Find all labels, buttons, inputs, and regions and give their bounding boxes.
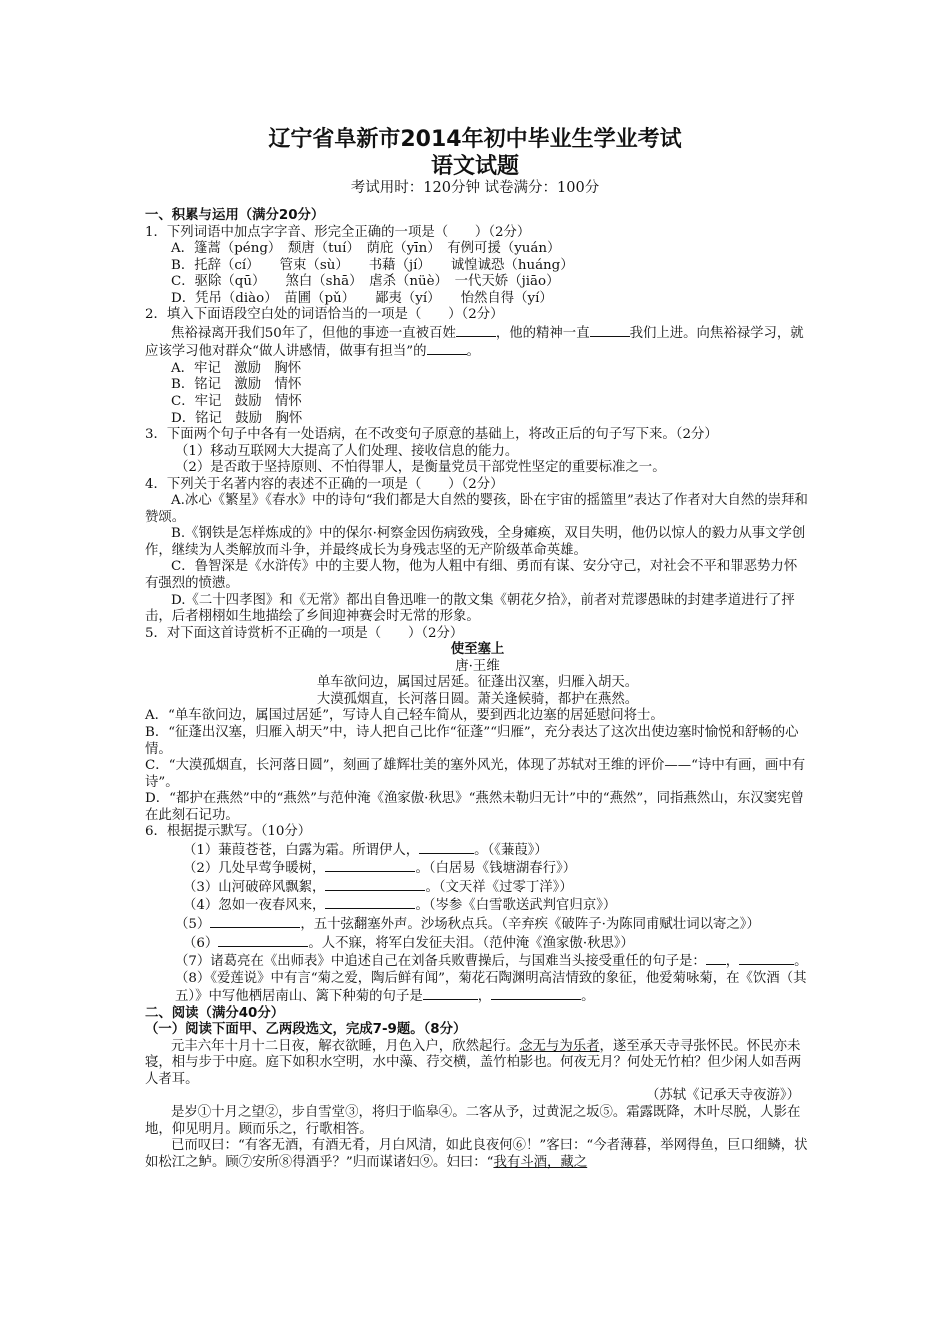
q5-stem: 5．对下面这首诗赏析不正确的一项是（ ）（2分） <box>145 625 464 641</box>
q1-option-a: A．篷蒿（péng） 颓唐（tuí） 荫庇（yīn） 有例可援（yuán） <box>171 241 561 257</box>
q6-item-5: （5） ，五十弦翻塞外声。沙场秋点兵。（辛弃疾《破阵子·为陈同甫赋壮词以寄之》） <box>175 916 760 932</box>
q5-option-d: D．“都护在燕然”中的“燕然”与范仲淹《渔家傲·秋思》“燕然未勒归无计”中的“燕然”，同指燕然山，东汉窦宪曾在此刻石记功。 <box>145 791 804 823</box>
q1-option-c: C．驱除（qū） 煞白（shā） 虐杀（nüè） 一代天娇（jiāo） <box>171 274 560 290</box>
q6-item-2: （2）几处早莺争暖树， 。（白居易《钱塘湖春行》） <box>183 861 577 877</box>
q3-sentence-2: （2）是否敢于坚持原则、不怕得罪人，是衡量党员干部党性坚定的重要标准之一。 <box>175 460 666 476</box>
q6-stem: 6．根据提示默写。（10分） <box>145 824 312 840</box>
q6-item-4: （4）忽如一夜春风来， 。（岑参《白雪歌送武判官归京》） <box>183 898 617 914</box>
q4-stem: 4．下列关于名著内容的表述不正确的一项是（ ）（2分） <box>145 476 504 492</box>
section2-heading: 二、阅读（满分40分） <box>145 1005 285 1021</box>
q6-item-6: （6） 。人不寐，将军白发征夫泪。（范仲淹《渔家傲·秋思》） <box>183 935 634 951</box>
section1-heading: 一、积累与运用（满分20分） <box>145 208 325 223</box>
q4-option-c: C．鲁智深是《水浒传》中的主要人物，他为人粗中有细、勇而有谋、安分守己，对社会不平和罪恶势力怀有强烈的愤懑。 <box>145 559 798 592</box>
poem-author: 唐·王维 <box>455 658 500 674</box>
passage-yi-p2: 已而叹曰：“有客无酒，有酒无肴，月白风清，如此良夜何⑥！”客曰：“今者薄暮，举网得鱼，巨口细鳞，状如松江之鲈。顾⑦安所⑧得酒乎？”归而谋诸妇⑨。妇曰：“我有斗酒，藏之 <box>145 1138 808 1170</box>
poem-title: 使至塞上 <box>450 642 505 658</box>
reading-sub-1: （一）阅读下面甲、乙两段选文，完成7-9题。（8分） <box>145 1022 467 1038</box>
exam-subject: 语文试题 <box>430 154 519 179</box>
q5-option-c: C．“大漠孤烟直，长河落日圆”，刻画了雄辉壮美的塞外风光，体现了苏轼对王维的评价——“诗中有画，画中有诗”。 <box>145 758 806 790</box>
poem-line-1: 单车欲问边，属国过居延。征蓬出汉塞，归雁入胡天。 <box>316 675 639 691</box>
poem-line-2: 大漠孤烟直，长河落日圆。萧关逢候骑，都护在燕然。 <box>316 691 639 707</box>
q2-option-b: B．铭记 激励 情怀 <box>171 377 302 393</box>
q4-option-a: A.冰心《繁星》《春水》中的诗句“我们都是大自然的婴孩，卧在宇宙的摇篮里”表达了作者对大自然的崇拜和赞颂。 <box>145 493 808 525</box>
exam-title: 辽宁省阜新市2014年初中毕业生学业考试 <box>268 127 682 152</box>
passage-jia: 元丰六年十月十二日夜，解衣欲睡，月色入户，欣然起行。念无与为乐者，遂至承天寺寻张怀民。怀民亦未寝，相与步于中庭。庭下如积水空明，水中藻、荇交横，盖竹柏影也。何夜无月？何处无竹柏？但少闲人如吾两人者耳。 <box>145 1038 802 1087</box>
q2-passage: 焦裕禄离开我们50年了，但他的事迹一直被百姓 ，他的精神一直 我们上进。向焦裕禄学习，就应该学习他对群众“做人讲感情，做事有担当”的 。 <box>145 325 804 360</box>
exam-info: 考试用时：120分钟 试卷满分：100分 <box>350 180 600 196</box>
passage-jia-underlined: 念无与为乐者 <box>519 1038 600 1054</box>
q1-option-b: B．托辞（cí） 管束（sù） 书藉（jí） 诚惶诚恐（huáng） <box>171 257 574 273</box>
q6-item-7: （7）诸葛亮在《出师表》中追述自己在刘备兵败曹操后，与国难当头接受重任的句子是： ， 。 <box>175 954 808 970</box>
q5-option-a: A．“单车欲问边，属国过居延”，写诗人自己轻车简从，要到西北边塞的居延慰问将士。 <box>145 708 664 724</box>
exam-body <box>145 208 810 1171</box>
q1-option-d: D．凭吊（diào） 苗圃（pǔ） 鄙夷（yí） 怡然自得（yí） <box>171 290 553 306</box>
q5-option-b: B．“征蓬出汉塞，归雁入胡天”中，诗人把自己比作“征蓬”“归雁”，充分表达了这次出使边塞时愉悦和舒畅的心情。 <box>145 724 799 757</box>
q3-sentence-1: （1）移动互联网大大提高了人们处理、接收信息的能力。 <box>175 443 519 459</box>
q2-option-d: D．铭记 鼓励 胸怀 <box>171 410 303 426</box>
q2-stem: 2．填入下面语段空白处的词语恰当的一项是（ ）（2分） <box>145 307 504 323</box>
q4-option-d: D.《二十四孝图》和《无常》都出自鲁迅唯一的散文集《朝花夕拾》，前者对荒谬愚昧的封建孝道进行了抨击，后者栩栩如生地描绘了乡间迎神赛会时无常的形象。 <box>145 592 795 625</box>
q4-option-b: B.《钢铁是怎样炼成的》中的保尔·柯察金因伤病致残，全身瘫痪，双目失明，他仍以惊人的毅力从事文学创作，继续为人类解放而斗争，并最终成长为身残志坚的无产阶级革命英雄。 <box>145 526 806 558</box>
q3-stem: 3．下面两个句子中各有一处语病，在不改变句子原意的基础上，将改正后的句子写下来。（2分） <box>145 427 718 443</box>
q6-item-1: （1）蒹葭苍苍，白露为霜。所谓伊人， 。（《蒹葭》） <box>183 842 548 858</box>
passage-yi-underlined: 我有斗酒，藏之 <box>493 1154 588 1170</box>
q1-stem: 1．下列词语中加点字字音、形完全正确的一项是（ ）（2分） <box>145 224 531 240</box>
passage-jia-source: （苏轼《记承天寺夜游》） <box>646 1088 800 1104</box>
q6-item-8: （8）《爱莲说》中有言“菊之爱，陶后鲜有闻”，菊花石陶渊明高洁情致的象征，他爱菊咏菊，在《饮酒（其五）》中写他栖居南山、篱下种菊的句子是 ， 。 <box>175 970 807 1005</box>
q6-item-3: （3）山河破碎风飘絮， 。（文天祥《过零丁洋》） <box>183 879 573 895</box>
passage-yi-p1: 是岁①十月之望②，步自雪堂③，将归于临皋④。二客从予，过黄泥之坂⑤。霜露既降，木叶尽脱，人影在地，仰见明月。顾而乐之，行歌相答。 <box>145 1104 801 1137</box>
q2-option-a: A．牢记 激励 胸怀 <box>171 360 302 376</box>
q2-option-c: C．牢记 鼓励 情怀 <box>171 394 302 410</box>
